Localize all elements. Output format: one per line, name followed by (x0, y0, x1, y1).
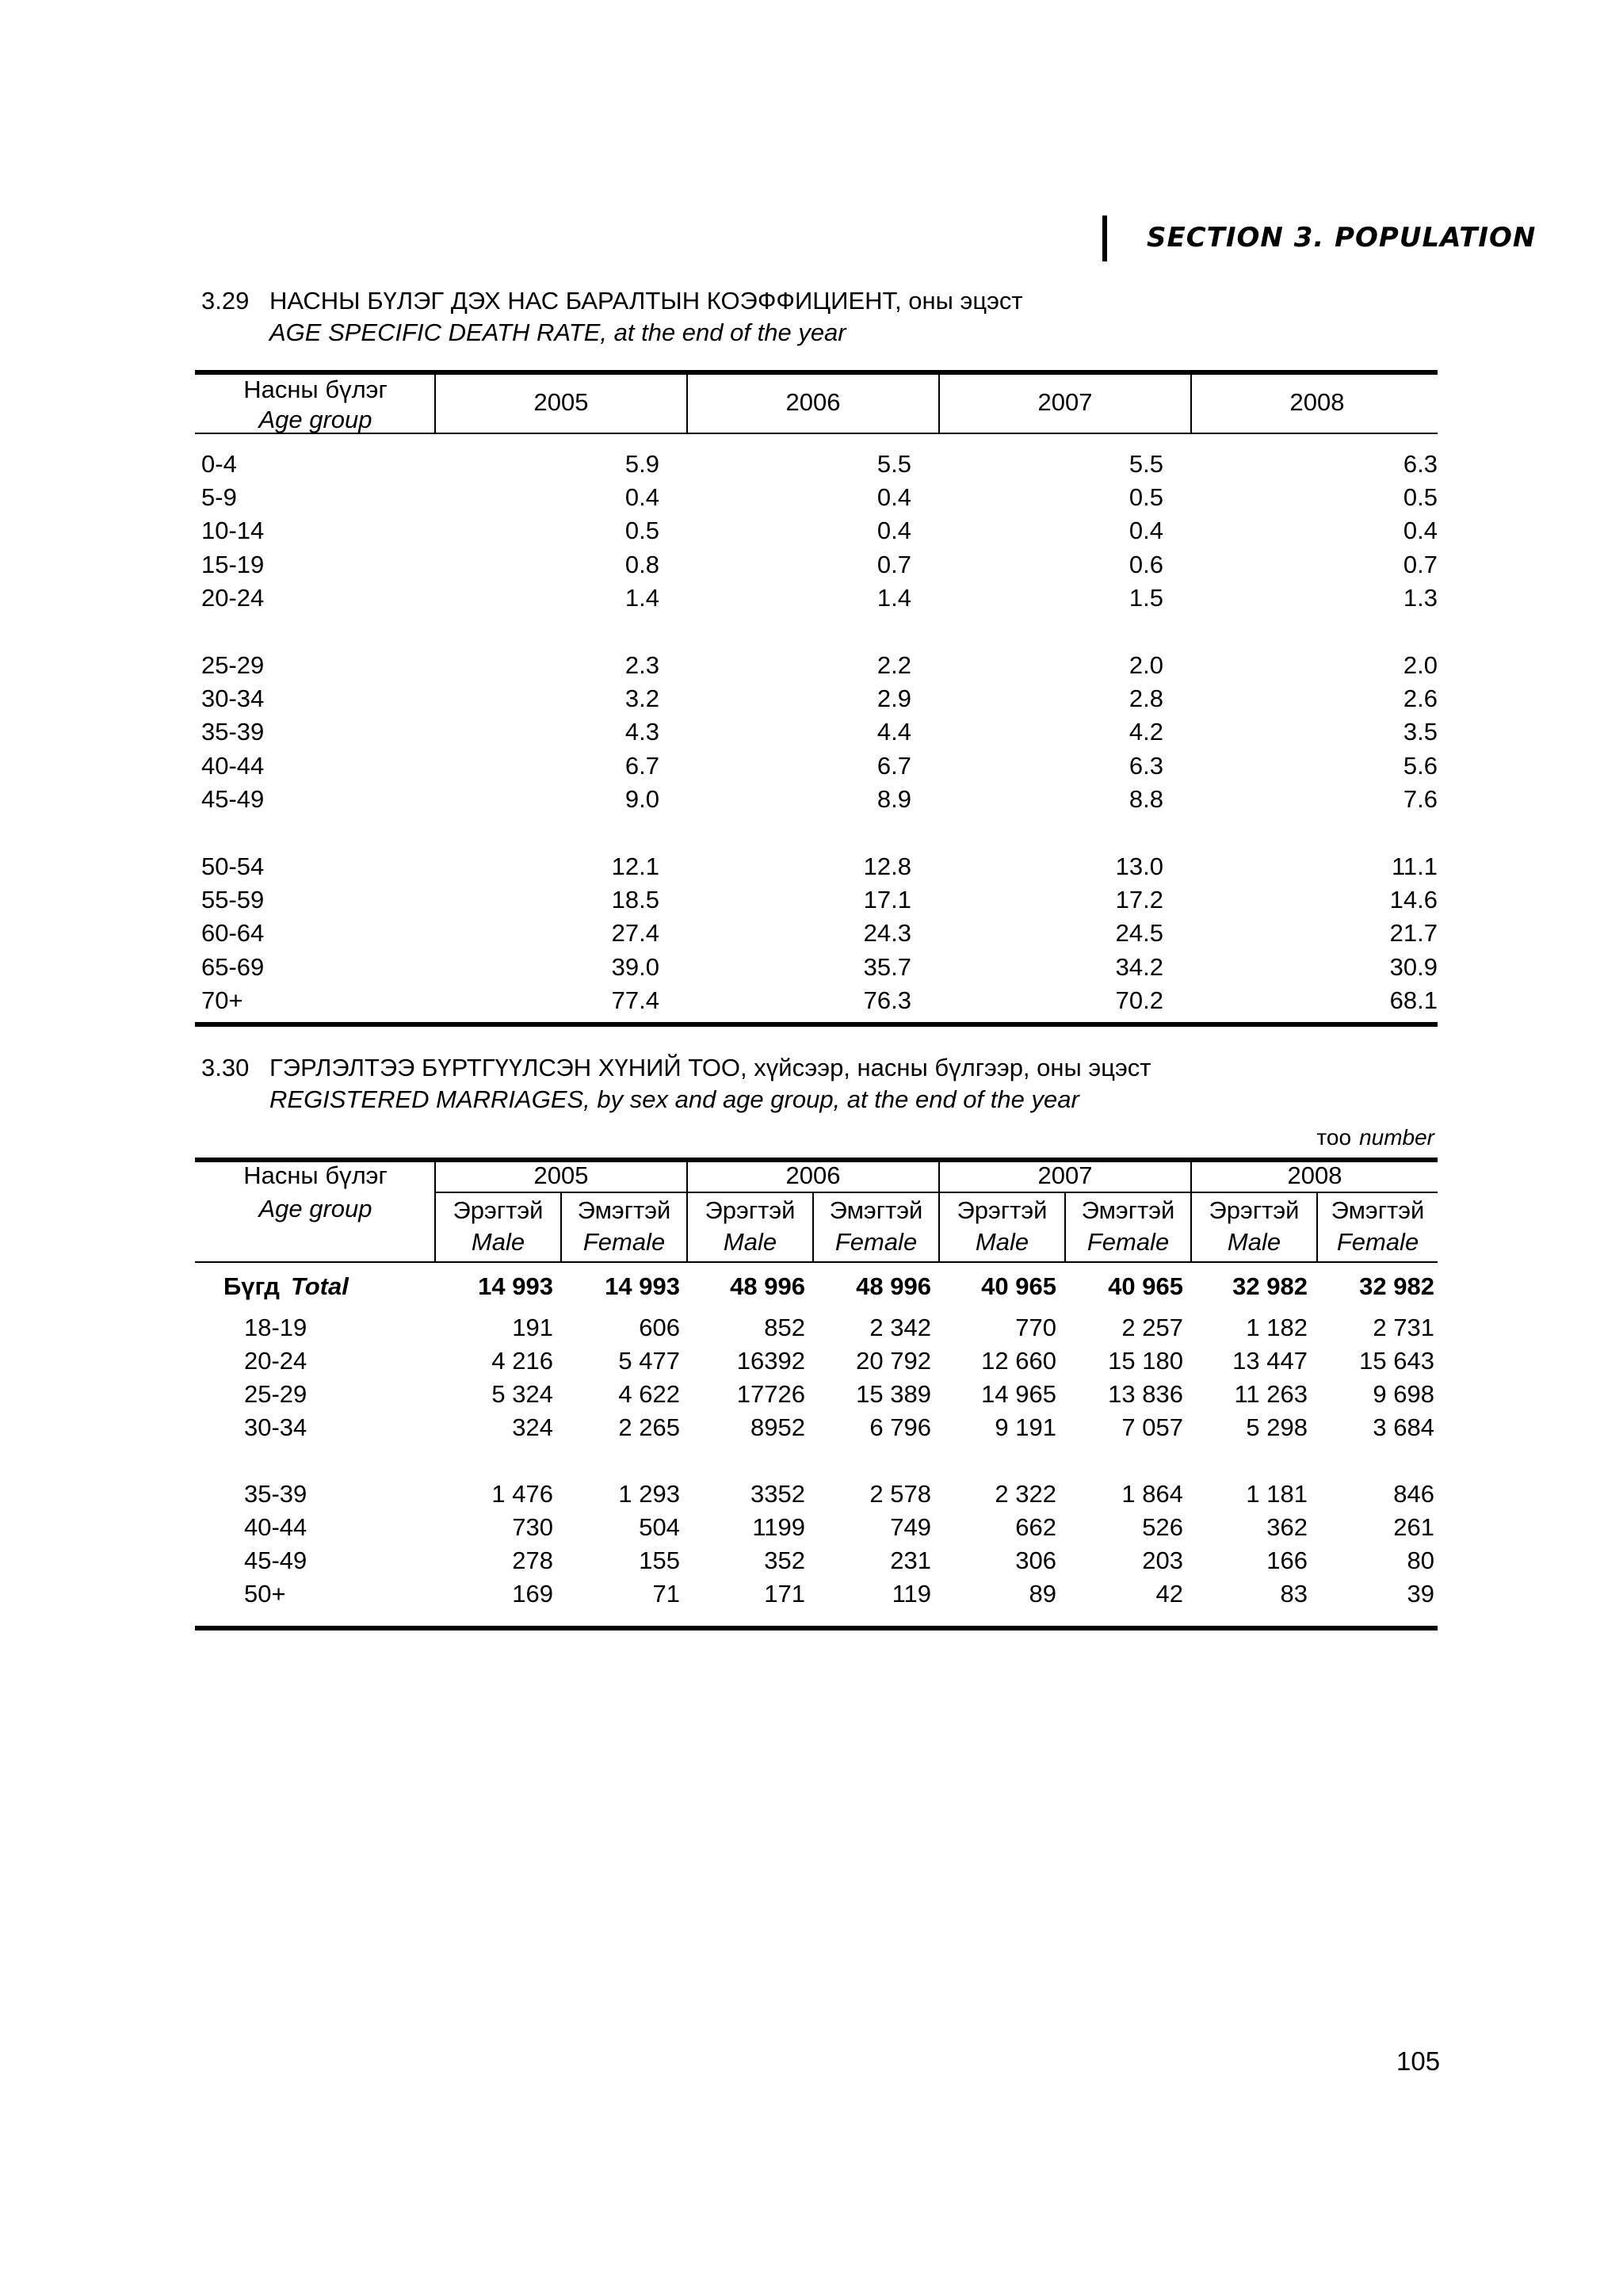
table1-value: 0.4 (876, 483, 911, 512)
table2-total-value: 32 982 (1359, 1272, 1434, 1300)
table2-value: 203 (1142, 1547, 1183, 1574)
table2-age-label: 30-34 (244, 1413, 307, 1441)
table2-value: 730 (512, 1513, 553, 1541)
table2-value: 42 (1155, 1580, 1183, 1608)
table1-value: 8.8 (1128, 784, 1163, 813)
table2-value: 39 (1407, 1580, 1434, 1608)
table1-value: 4.3 (624, 718, 659, 746)
table2-value: 1199 (752, 1513, 805, 1541)
table1-value: 4.2 (1128, 718, 1163, 746)
table1-value: 0.7 (876, 550, 911, 578)
table2-value: 2 578 (869, 1480, 931, 1508)
table1-value: 0.4 (876, 517, 911, 545)
table1-value: 1.5 (1128, 583, 1163, 612)
table2-header-year: 2007 (1037, 1161, 1093, 1189)
table1-value: 2.8 (1128, 685, 1163, 713)
table2-value: 15 389 (856, 1380, 931, 1408)
table2-header-female-en: Female (582, 1228, 666, 1256)
unit-en: number (1359, 1125, 1434, 1150)
table2-age-label: 40-44 (244, 1513, 307, 1541)
table2-value: 71 (652, 1580, 680, 1608)
section-header-bar (1102, 215, 1107, 261)
table1-value: 14.6 (1389, 886, 1438, 914)
table1-value: 17.1 (863, 886, 911, 914)
table2-total-value: 32 982 (1232, 1272, 1308, 1300)
table1-header-age-mn: Насны бүлэг (243, 376, 388, 403)
table2-value: 2 342 (869, 1314, 931, 1341)
table2-header-male-en: Male (471, 1228, 525, 1256)
table1-value: 0.4 (1403, 517, 1438, 545)
table2-value: 261 (1393, 1513, 1434, 1541)
table1-value: 0.4 (1128, 517, 1163, 545)
table2-header-female-en: Female (1086, 1228, 1170, 1256)
table2-value: 278 (512, 1547, 553, 1574)
table2-header-female-mn: Эмэгтэй (1331, 1196, 1425, 1224)
table1-value: 27.4 (611, 919, 659, 948)
table1-age-label: 5-9 (201, 483, 237, 512)
table1-age-label: 55-59 (201, 886, 265, 914)
table1-value: 5.6 (1403, 751, 1438, 780)
table2-age-label: 50+ (244, 1580, 286, 1608)
table2-unit (1316, 1125, 1434, 1150)
table2-value: 171 (764, 1580, 805, 1608)
table2-value: 155 (639, 1547, 680, 1574)
table2-header-female-en: Female (1336, 1228, 1419, 1256)
table2-value: 2 731 (1373, 1314, 1434, 1341)
table1-bottom-rule (195, 1022, 1438, 1027)
table2-value: 4 622 (618, 1380, 680, 1408)
table1-value: 8.9 (876, 784, 911, 813)
table2-value: 8952 (750, 1413, 805, 1441)
table2-value: 770 (1015, 1314, 1056, 1341)
table2-header-female-mn: Эмэгтэй (1081, 1196, 1175, 1224)
table1-value: 77.4 (611, 986, 659, 1014)
table1-header-age-en: Age group (258, 406, 372, 433)
table2-value: 606 (639, 1314, 680, 1341)
table2-total-value: 48 996 (730, 1272, 805, 1300)
table2-age-label: 25-29 (244, 1380, 307, 1408)
table1-value: 2.0 (1128, 651, 1163, 679)
table2-header-female-mn: Эмэгтэй (829, 1196, 923, 1224)
table2-value: 1 476 (491, 1480, 553, 1508)
table2-value: 191 (512, 1314, 553, 1341)
table2-caption (201, 1052, 1151, 1116)
table2-year-underline (1190, 1192, 1438, 1193)
table2-value: 749 (890, 1513, 931, 1541)
table1-value: 35.7 (863, 952, 911, 981)
table2-age-label: 45-49 (244, 1547, 307, 1574)
table2-total-value: 14 993 (605, 1272, 680, 1300)
table2-header-female-en: Female (834, 1228, 918, 1256)
table1-value: 2.0 (1403, 651, 1438, 679)
table1-age-label: 40-44 (201, 751, 265, 780)
table2-value: 169 (512, 1580, 553, 1608)
table2-title-en: REGISTERED MARRIAGES, by sex and age group, at the end of the year (269, 1085, 1079, 1113)
table2-number: 3.30 (201, 1054, 250, 1081)
table2-age-label: 18-19 (244, 1314, 307, 1341)
table1-number: 3.29 (201, 287, 250, 315)
table2-age-label: 35-39 (244, 1480, 307, 1508)
table1-value: 24.3 (863, 919, 911, 948)
table1-value: 9.0 (624, 784, 659, 813)
table2-value: 526 (1142, 1513, 1183, 1541)
table2-value: 11 263 (1234, 1380, 1308, 1408)
table2-value: 5 477 (618, 1347, 680, 1375)
table2-value: 352 (764, 1547, 805, 1574)
table2-value: 166 (1266, 1547, 1308, 1574)
table1-age-label: 50-54 (201, 852, 265, 880)
table2-value: 6 796 (869, 1413, 931, 1441)
table1-header-year: 2008 (1289, 388, 1345, 416)
table1-title-en: AGE SPECIFIC DEATH RATE, at the end of the year (269, 318, 846, 346)
table1-value: 24.5 (1115, 919, 1163, 948)
table1-value: 13.0 (1115, 852, 1163, 880)
table1-value: 76.3 (863, 986, 911, 1014)
table1-value: 6.7 (876, 751, 911, 780)
table2-value: 4 216 (491, 1347, 553, 1375)
table1-value: 17.2 (1115, 886, 1163, 914)
table1-value: 70.2 (1115, 986, 1163, 1014)
table2-value: 89 (1029, 1580, 1056, 1608)
table1-age-label: 0-4 (201, 450, 237, 478)
table1-value: 7.6 (1403, 784, 1438, 813)
table2-header-year: 2005 (533, 1161, 589, 1189)
table1-age-label: 20-24 (201, 583, 265, 612)
table2-header-male-mn: Эрэгтэй (1209, 1196, 1300, 1224)
table2-value: 12 660 (981, 1347, 1056, 1375)
table1-age-label: 15-19 (201, 550, 265, 578)
table1-age-label: 10-14 (201, 517, 265, 545)
table1-value: 3.2 (624, 685, 659, 713)
table2-value: 83 (1280, 1580, 1308, 1608)
table1-header-year: 2006 (785, 388, 841, 416)
table1-value: 4.4 (876, 718, 911, 746)
table1-value: 11.1 (1391, 852, 1438, 880)
table1-title-mn: НАСНЫ БҮЛЭГ ДЭХ НАС БАРАЛТЫН КОЭФФИЦИЕНТ, оны эцэст (269, 287, 1023, 315)
table1-value: 0.5 (1403, 483, 1438, 512)
table2-age-label: 20-24 (244, 1347, 307, 1375)
table2-value: 231 (890, 1547, 931, 1574)
table1-age-label: 45-49 (201, 784, 265, 813)
table2-value: 16392 (736, 1347, 805, 1375)
table2-value: 1 181 (1246, 1480, 1308, 1508)
table1-value: 0.6 (1128, 550, 1163, 578)
table1-value: 39.0 (611, 952, 659, 981)
table2-value: 852 (764, 1314, 805, 1341)
table2-header-male-mn: Эрэгтэй (957, 1196, 1048, 1224)
table2-value: 1 293 (618, 1480, 680, 1508)
table2-header-male-mn: Эрэгтэй (705, 1196, 796, 1224)
table2-value: 15 180 (1108, 1347, 1183, 1375)
table1-value: 1.4 (876, 583, 911, 612)
table1-header-year: 2005 (533, 388, 589, 416)
table2-value: 306 (1015, 1547, 1056, 1574)
table1-value: 5.5 (1128, 450, 1163, 478)
table2-value: 5 298 (1246, 1413, 1308, 1441)
table1-value: 18.5 (611, 886, 659, 914)
table2-value: 13 836 (1108, 1380, 1183, 1408)
table1-value: 0.5 (1128, 483, 1163, 512)
table2-header-male-en: Male (975, 1228, 1029, 1256)
table2-value: 1 864 (1121, 1480, 1183, 1508)
table2-header-rule (195, 1261, 1438, 1263)
table1-age-label: 35-39 (201, 718, 265, 746)
table1-value: 6.3 (1128, 751, 1163, 780)
table2-value: 2 322 (995, 1480, 1056, 1508)
table1-value: 1.4 (624, 583, 659, 612)
table2-header-male-en: Male (1227, 1228, 1281, 1256)
table2-value: 2 265 (618, 1413, 680, 1441)
table1-value: 3.5 (1403, 718, 1438, 746)
table2-value: 504 (639, 1513, 680, 1541)
table1-value: 68.1 (1389, 986, 1438, 1014)
table2-value: 3352 (750, 1480, 805, 1508)
table2-value: 20 792 (856, 1347, 931, 1375)
table2-total-value: 40 965 (981, 1272, 1056, 1300)
table1-age-label: 30-34 (201, 685, 265, 713)
page-number: 105 (1396, 2046, 1441, 2076)
table2-value: 15 643 (1359, 1347, 1434, 1375)
table2-value: 9 191 (995, 1413, 1056, 1441)
table2-total-value: 48 996 (856, 1272, 931, 1300)
total-label-en: Total (290, 1272, 349, 1300)
table2-value: 9 698 (1373, 1380, 1434, 1408)
table1-value: 2.2 (876, 651, 911, 679)
table1-value: 34.2 (1115, 952, 1163, 981)
table2-value: 7 057 (1121, 1413, 1183, 1441)
table2-value: 119 (892, 1580, 931, 1608)
table2-header-male-en: Male (723, 1228, 777, 1256)
table2-header-year: 2008 (1287, 1161, 1342, 1189)
section-header: SECTION 3. POPULATION (1147, 222, 1537, 254)
table2-value: 5 324 (491, 1380, 553, 1408)
table2-bottom-rule (195, 1626, 1438, 1630)
table1-caption (201, 285, 1023, 349)
table1-value: 30.9 (1389, 952, 1438, 981)
table1-age-label: 70+ (201, 986, 243, 1014)
table2-total-value: 40 965 (1108, 1272, 1183, 1300)
table2-value: 846 (1393, 1480, 1434, 1508)
table1-header-year: 2007 (1037, 388, 1093, 416)
table2-value: 2 257 (1121, 1314, 1183, 1341)
table1-value: 5.5 (876, 450, 911, 478)
table2-header-male-mn: Эрэгтэй (453, 1196, 544, 1224)
table1-value: 6.7 (624, 751, 659, 780)
table1-value: 0.4 (624, 483, 659, 512)
table1-value: 0.7 (1403, 550, 1438, 578)
table1-value: 2.6 (1403, 685, 1438, 713)
table1-age-label: 25-29 (201, 651, 265, 679)
table2-title-mn: ГЭРЛЭЛТЭЭ БҮРТГҮҮЛСЭН ХҮНИЙ ТОО, хүйсээр, насны бүлгээр, оны эцэст (269, 1054, 1151, 1081)
table2-value: 80 (1407, 1547, 1434, 1574)
table2-value: 13 447 (1232, 1347, 1308, 1375)
table1-value: 5.9 (624, 450, 659, 478)
table1-value: 12.1 (611, 852, 659, 880)
table2-value: 3 684 (1373, 1413, 1434, 1441)
table1-value: 1.3 (1403, 583, 1438, 612)
table2-header-year: 2006 (785, 1161, 841, 1189)
table2-value: 324 (512, 1413, 553, 1441)
table1-age-label: 60-64 (201, 919, 265, 948)
table2-header-age-en: Age group (258, 1195, 372, 1222)
table2-value: 1 182 (1246, 1314, 1308, 1341)
table1-value: 2.9 (876, 685, 911, 713)
table2-total-label (223, 1271, 349, 1302)
table2-value: 662 (1015, 1513, 1056, 1541)
table2-value: 17726 (736, 1380, 805, 1408)
table1-value: 2.3 (624, 651, 659, 679)
total-label-mn: Бүгд (223, 1272, 280, 1300)
table2-value: 14 965 (981, 1380, 1056, 1408)
table1-value: 0.8 (624, 550, 659, 578)
table1-value: 21.7 (1389, 919, 1438, 948)
table2-total-value: 14 993 (478, 1272, 553, 1300)
unit-mn: тоо (1316, 1125, 1352, 1150)
table2-header-age-mn: Насны бүлэг (243, 1161, 388, 1189)
table1-age-label: 65-69 (201, 952, 265, 981)
table2-value: 362 (1266, 1513, 1308, 1541)
table2-header-female-mn: Эмэгтэй (577, 1196, 671, 1224)
table1-value: 6.3 (1403, 450, 1438, 478)
table1-value: 12.8 (863, 852, 911, 880)
table1-value: 0.5 (624, 517, 659, 545)
